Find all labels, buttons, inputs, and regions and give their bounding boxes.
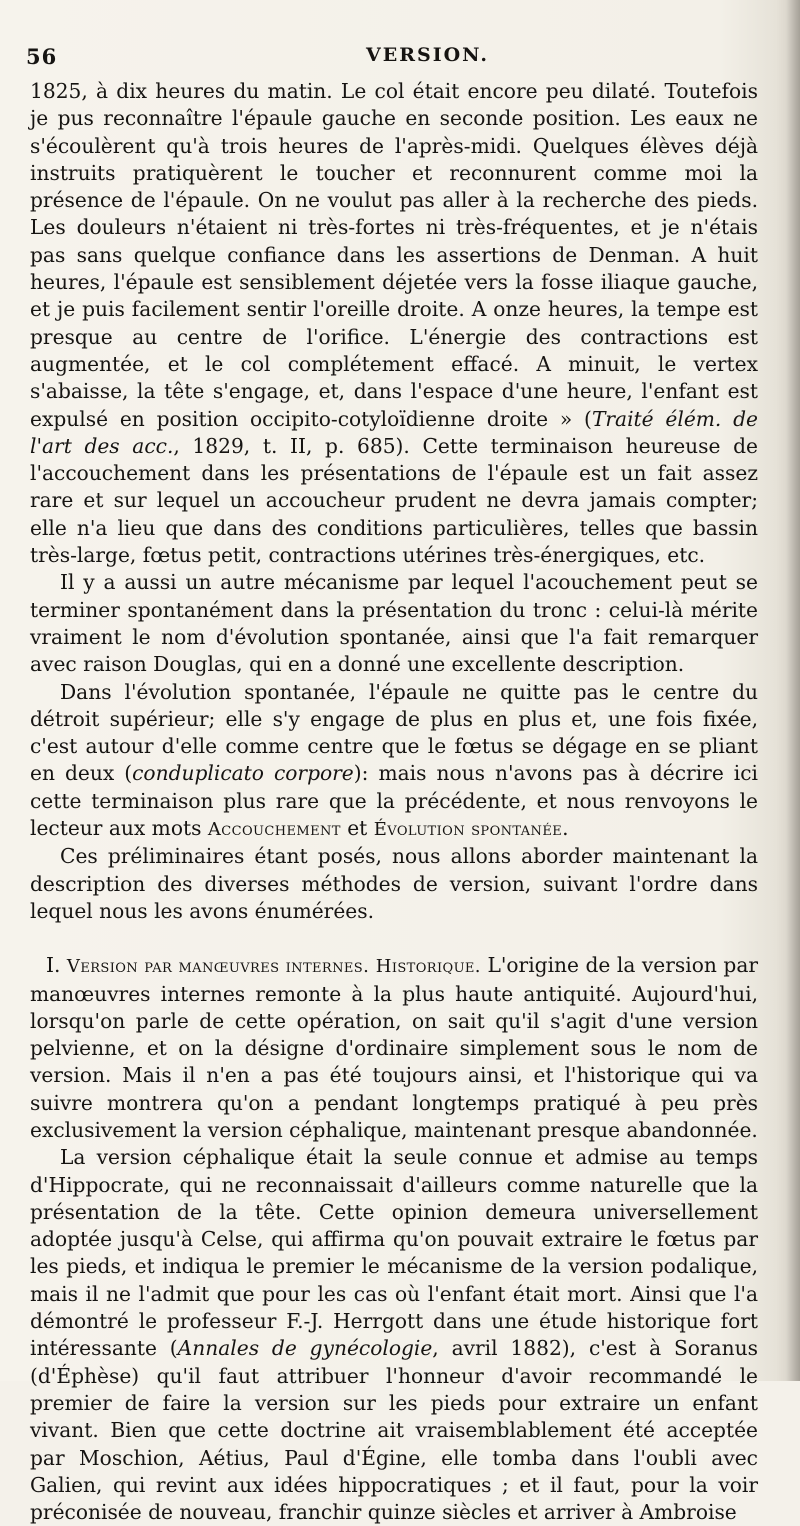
- page-number: 56: [26, 44, 58, 69]
- cross-reference: Accouchement: [207, 819, 341, 841]
- paragraph-text: La version céphalique était la seule connue et admise au temps d'Hippocrate, qui ne reconnaissait d'ailleurs comme naturelle que la présentation de la tête. Cette opinion demeura universellement adoptée jusqu'à Celse, qui affirma qu'on pouvait extraire le fœtus par les pieds, et indiqua le premier le mécanisme de la version podalique, mais il ne l'admit que pour les cas où l'enfant était mort. Ainsi que l'a démontré le professeur F.-J. Herrgott dans une étude historique fort intéressante (: [30, 1145, 758, 1361]
- paragraph-cephalic-version: [30, 1144, 758, 1526]
- paragraph-evolution-mechanism: [30, 679, 758, 844]
- page-header: [26, 44, 786, 68]
- citation-title: Traité élém. de l'art des acc.: [30, 406, 759, 458]
- paragraph-text: .: [562, 816, 569, 841]
- body-text: [30, 78, 758, 1526]
- section-version-internal: [30, 952, 758, 1144]
- section-subheading: Historique.: [375, 956, 481, 978]
- page-edge-shadow: [786, 0, 800, 1381]
- paragraph-text: Dans l'évolution spontanée, l'épaule ne quitte pas le centre du détroit supérieur; elle s'y engage de plus en plus et, une fois fixée, c'est autour d'elle comme centre que le fœtus se dégage en se pliant en deux (: [30, 679, 758, 786]
- paragraph-preliminaries: [30, 843, 758, 925]
- paragraph-text: et: [340, 816, 374, 841]
- paragraph-text: ): mais nous n'avons pas à décrire ici cette terminaison plus rare que la précédente, et nous renvoyons le lecteur aux mots: [30, 761, 758, 841]
- paragraph-spontaneous-evolution: [30, 569, 758, 678]
- section-heading: Version par manœuvres internes.: [66, 956, 370, 978]
- paragraph-text: Il y a aussi un autre mécanisme par lequel l'acouchement peut se terminer spontanément dans la présentation du tronc : celui-là mérite vraiment le nom d'évolution spontanée, ainsi que l'a fait remarquer avec raison Douglas, qui en a donné une excellente description.: [30, 570, 758, 677]
- section-numeral: I.: [46, 953, 67, 978]
- paragraph-text: L'origine de la version par manœuvres internes remonte à la plus haute antiquité. Aujourd'hui, lorsqu'on parle de cette opération, on sait qu'il s'agit d'une version pelvienne, et on la désigne d'ordinaire simplement sous le nom de version. Mais il n'en a pas été toujours ainsi, et l'historique qui va suivre montrera qu'on a pendant longtemps pratiqué à peu près exclusivement la version céphalique, maintenant presque abandonnée.: [30, 953, 759, 1142]
- paragraph-text: , avril 1882), c'est à Soranus (d'Éphèse) qu'il faut attribuer l'honneur d'avoir recommandé le premier de faire la version sur les pieds pour extraire un enfant vivant. Bien que cette doctrine ait vraisemblablement été acceptée par Moschion, Aétius, Paul d'Égine, elle tomba dans l'oubli avec Galien, qui revint aux idées hippocratiques ; et il faut, pour la voir préconisée de nouveau, franchir quinze siècles et arriver à Ambroise: [30, 1336, 758, 1525]
- paragraph-text: , 1829, t. II, p. 685). Cette terminaison heureuse de l'accouchement dans les présentations de l'épaule est un fait assez rare et sur lequel un accoucheur prudent ne devra jamais compter; elle n'a lieu que dans des conditions particulières, telles que bassin très-large, fœtus petit, contractions utérines très-énergiques, etc.: [30, 433, 758, 568]
- journal-title: Annales de gynécologie: [177, 1336, 433, 1361]
- paragraph-case-report-end: [30, 78, 758, 569]
- paragraph-text: Ces préliminaires étant posés, nous allons aborder maintenant la description des diverses méthodes de version, suivant l'ordre dans lequel nous les avons énumérées.: [30, 844, 758, 923]
- latin-term: conduplicato corpore: [132, 761, 354, 786]
- paragraph-text: 1825, à dix heures du matin. Le col était encore peu dilaté. Toutefois je pus reconnaître l'épaule gauche en seconde position. Les eaux ne s'écoulèrent qu'à trois heures de l'après-midi. Quelques élèves déjà instruits pratiquèrent le toucher et reconnurent comme moi la présence de l'épaule. On ne voulut pas aller à la recherche des pieds. Les douleurs n'étaient ni très-fortes ni très-fréquentes, et je n'étais pas sans quelque confiance dans les assertions de Denman. A huit heures, l'épaule est sensiblement déjetée vers la fosse iliaque gauche, et je puis facilement sentir l'oreille droite. A onze heures, la tempe est presque au centre de l'orifice. L'énergie des contractions est augmentée, et le col complétement effacé. A minuit, le vertex s'abaisse, la tête s'engage, et, dans l'espace d'une heure, l'enfant est expulsé en position occipito-cotyloïdienne droite » (: [30, 79, 758, 431]
- running-head: VERSION.: [366, 44, 489, 66]
- cross-reference: Évolution spontanée: [373, 819, 563, 841]
